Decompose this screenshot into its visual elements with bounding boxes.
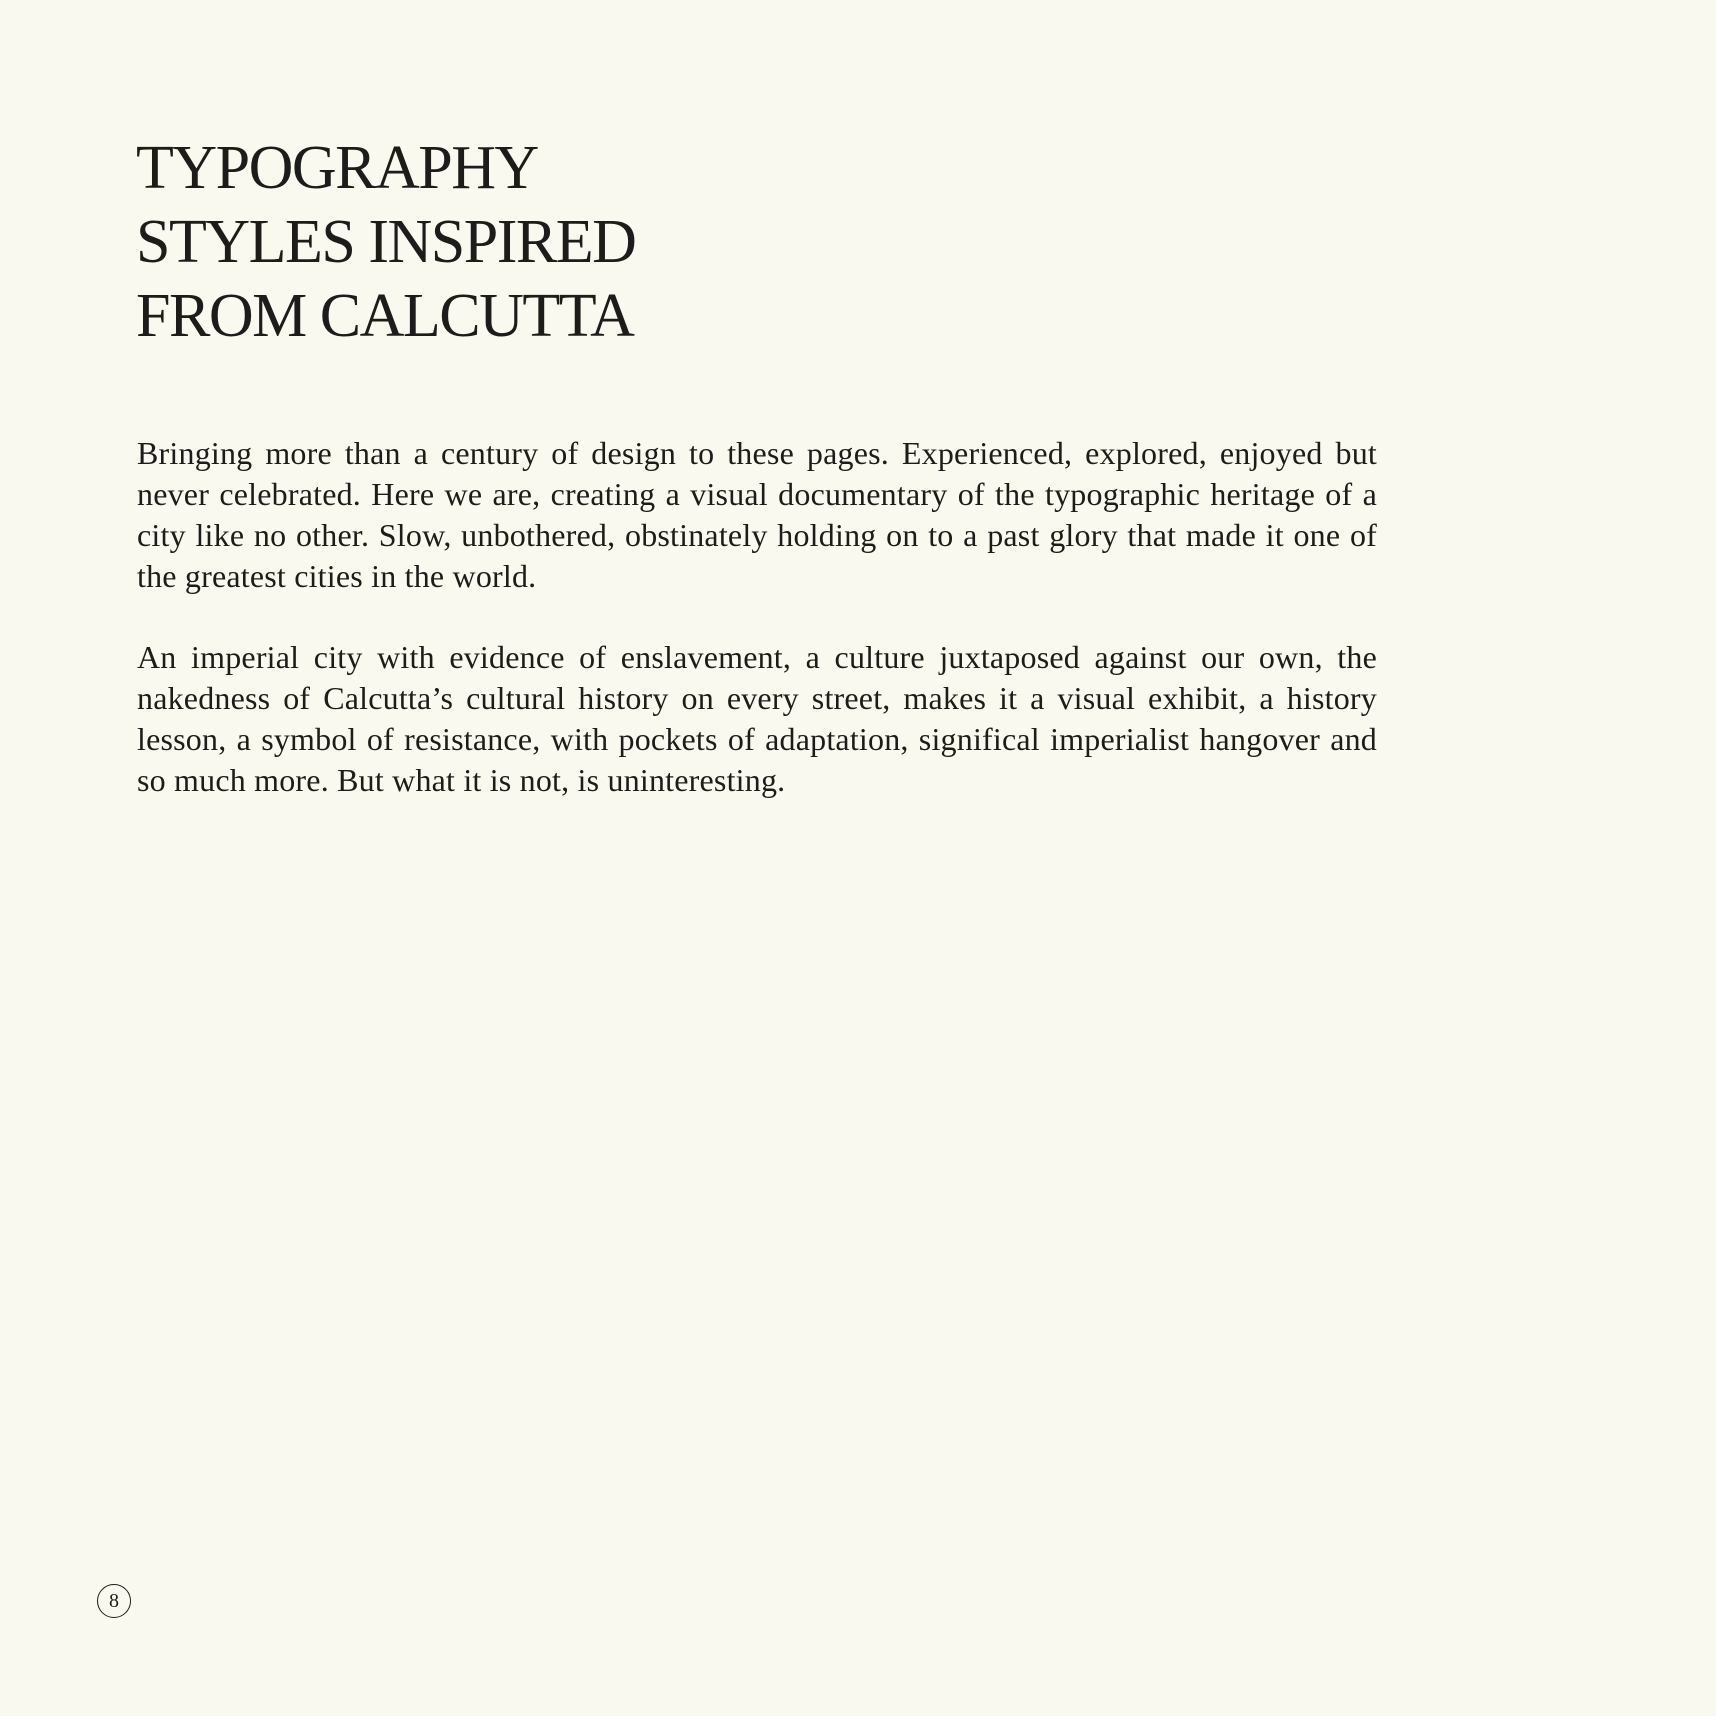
page-number: 8 [109,1590,119,1612]
paragraph-2: An imperial city with evidence of enslavement, a culture juxtaposed against our own, the nakedness of Calcutta’s cultural history on every street, makes it a visual exhibit, a history lesson, a symbol of resistance, with pockets of adaptation, significal imperialist hangover and so much more. But what it is not, is uninteresting. [137,639,1377,798]
page-number-badge [97,1584,131,1618]
page-title [136,131,635,353]
title-line-2: STYLES INSPIRED [136,208,636,276]
title-line-1: TYPOGRAPHY [136,134,538,202]
body-text [137,433,1377,841]
paragraph-1: Bringing more than a century of design to these pages. Experienced, explored, enjoyed but never celebrated. Here we are, creating a visual documentary of the typographic heritage of a city like no other. Slow, unbothered, obstinately holding on to a past glory that made it one of the greatest cities in the world. [137,435,1377,594]
title-line-3: FROM CALCUTTA [136,282,634,350]
